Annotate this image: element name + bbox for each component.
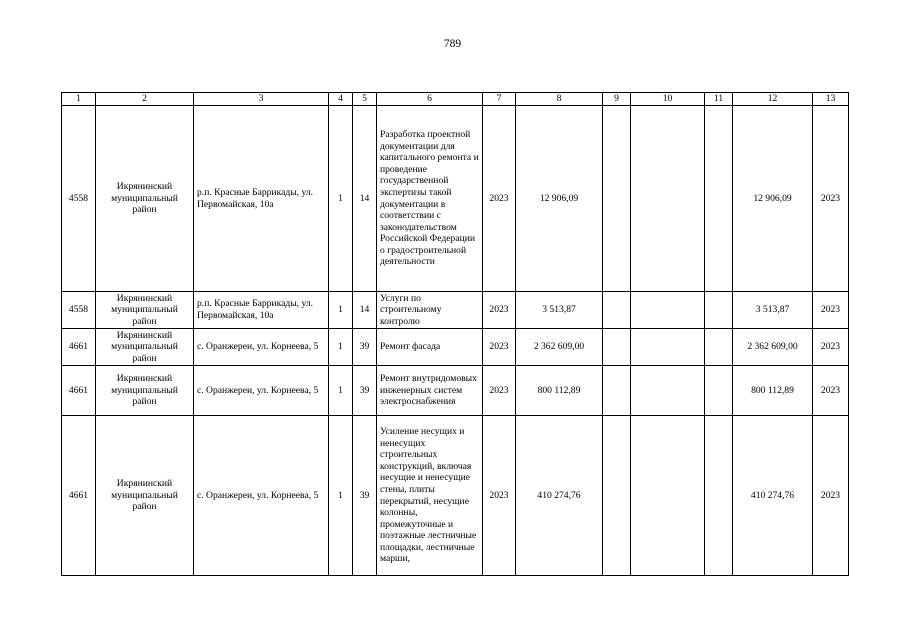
- column-header: 6: [377, 93, 483, 106]
- address: р.п. Красные Баррикады, ул. Первомайская, 10а: [194, 292, 329, 329]
- completion-year: 2023: [813, 106, 849, 292]
- col-5-value: 39: [353, 366, 377, 416]
- record-id: 4558: [62, 292, 96, 329]
- column-header: 5: [353, 93, 377, 106]
- cost-total: 3 513,87: [516, 292, 603, 329]
- col-9-value: [603, 416, 631, 576]
- col-11-value: [705, 416, 733, 576]
- col-10-value: [631, 366, 705, 416]
- table-row: [62, 329, 849, 366]
- column-header: 12: [733, 93, 813, 106]
- year: 2023: [483, 106, 516, 292]
- year: 2023: [483, 366, 516, 416]
- cost-total: 2 362 609,00: [516, 329, 603, 366]
- record-id: 4558: [62, 106, 96, 292]
- column-header: 8: [516, 93, 603, 106]
- completion-year: 2023: [813, 292, 849, 329]
- cost-funding: 800 112,89: [733, 366, 813, 416]
- col-9-value: [603, 292, 631, 329]
- work-type: Ремонт внутридомовых инженерных систем электроснабжения: [377, 366, 483, 416]
- column-header: 13: [813, 93, 849, 106]
- repair-register-table: [61, 92, 849, 576]
- year: 2023: [483, 292, 516, 329]
- column-number-row: [62, 93, 849, 106]
- cost-funding: 12 906,09: [733, 106, 813, 292]
- col-4-value: 1: [329, 416, 353, 576]
- record-id: 4661: [62, 329, 96, 366]
- col-5-value: 14: [353, 106, 377, 292]
- col-10-value: [631, 292, 705, 329]
- col-4-value: 1: [329, 292, 353, 329]
- page-number: 789: [443, 38, 462, 50]
- cost-funding: 3 513,87: [733, 292, 813, 329]
- district-name: Икрянинский муниципальный район: [96, 366, 194, 416]
- district-name: Икрянинский муниципальный район: [96, 106, 194, 292]
- table-row: [62, 416, 849, 576]
- col-4-value: 1: [329, 329, 353, 366]
- col-4-value: 1: [329, 366, 353, 416]
- col-11-value: [705, 292, 733, 329]
- col-10-value: [631, 329, 705, 366]
- record-id: 4661: [62, 366, 96, 416]
- cost-total: 800 112,89: [516, 366, 603, 416]
- year: 2023: [483, 416, 516, 576]
- col-5-value: 14: [353, 292, 377, 329]
- work-type: Разработка проектной документации для капитального ремонта и проведение государственной экспертизы такой документации в соответствии с законодательством Российской Федерации о градостроительной деятельности: [377, 106, 483, 292]
- completion-year: 2023: [813, 366, 849, 416]
- col-9-value: [603, 329, 631, 366]
- column-header: 3: [194, 93, 329, 106]
- col-10-value: [631, 106, 705, 292]
- work-type: Ремонт фасада: [377, 329, 483, 366]
- completion-year: 2023: [813, 416, 849, 576]
- column-header: 7: [483, 93, 516, 106]
- address: с. Оранжереи, ул. Корнеева, 5: [194, 329, 329, 366]
- cost-funding: 410 274,76: [733, 416, 813, 576]
- completion-year: 2023: [813, 329, 849, 366]
- table-row: [62, 292, 849, 329]
- year: 2023: [483, 329, 516, 366]
- cost-funding: 2 362 609,00: [733, 329, 813, 366]
- work-type: Услуги по строительному контролю: [377, 292, 483, 329]
- table-row: [62, 106, 849, 292]
- column-header: 1: [62, 93, 96, 106]
- col-5-value: 39: [353, 329, 377, 366]
- col-9-value: [603, 106, 631, 292]
- col-11-value: [705, 106, 733, 292]
- record-id: 4661: [62, 416, 96, 576]
- col-5-value: 39: [353, 416, 377, 576]
- column-header: 2: [96, 93, 194, 106]
- cost-total: 12 906,09: [516, 106, 603, 292]
- col-9-value: [603, 366, 631, 416]
- column-header: 11: [705, 93, 733, 106]
- district-name: Икрянинский муниципальный район: [96, 292, 194, 329]
- cost-total: 410 274,76: [516, 416, 603, 576]
- district-name: Икрянинский муниципальный район: [96, 416, 194, 576]
- col-4-value: 1: [329, 106, 353, 292]
- col-11-value: [705, 329, 733, 366]
- address: с. Оранжереи, ул. Корнеева, 5: [194, 366, 329, 416]
- column-header: 9: [603, 93, 631, 106]
- col-11-value: [705, 366, 733, 416]
- district-name: Икрянинский муниципальный район: [96, 329, 194, 366]
- work-type: Усиление несущих и ненесущих строительных конструкций, включая несущие и ненесущие стены, плиты перекрытий, несущие колонны, промежуточные и поэтажные лестничные площадки, лестничные марши,: [377, 416, 483, 576]
- column-header: 10: [631, 93, 705, 106]
- col-10-value: [631, 416, 705, 576]
- column-header: 4: [329, 93, 353, 106]
- address: с. Оранжереи, ул. Корнеева, 5: [194, 416, 329, 576]
- address: р.п. Красные Баррикады, ул. Первомайская, 10а: [194, 106, 329, 292]
- table-row: [62, 366, 849, 416]
